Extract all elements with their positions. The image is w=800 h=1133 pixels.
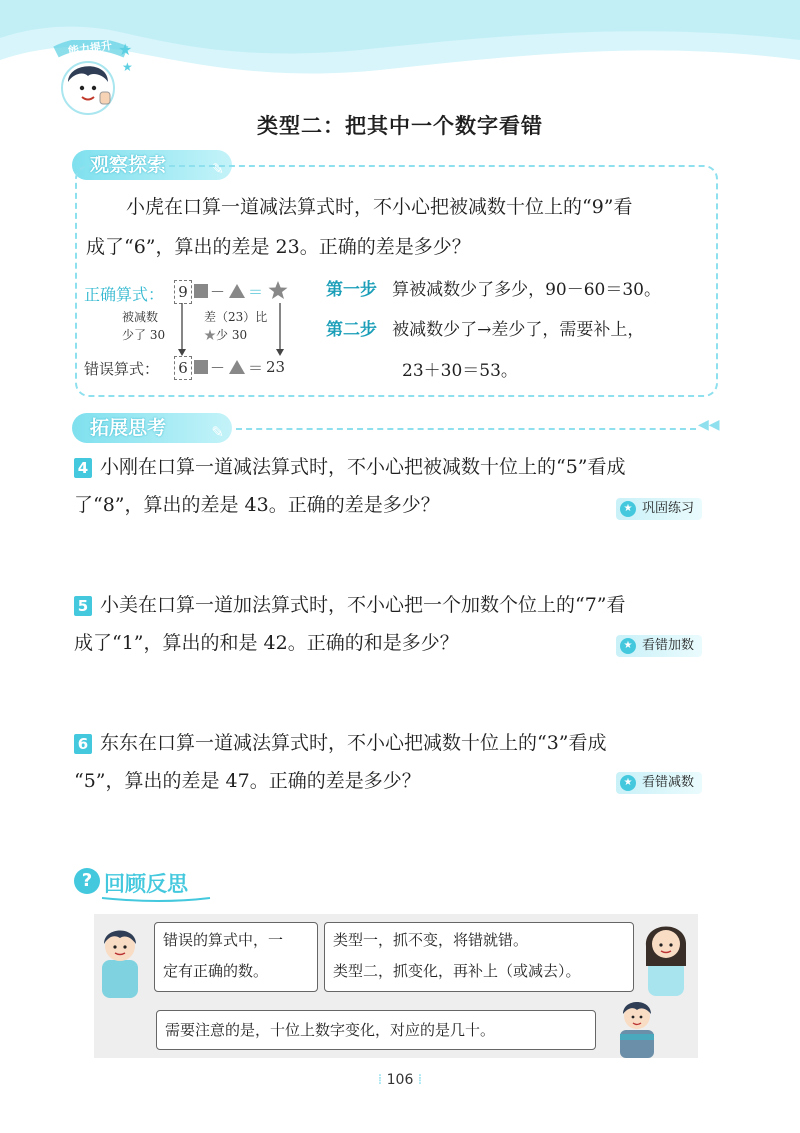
question-4-line1: 小刚在口算一道减法算式时，不小心把被减数十位上的“5”看成 [100,456,626,478]
equals-sign: ＝ [248,359,264,377]
header-badge-text: 能力提升 [67,38,113,58]
review-title: 回顾反思 [104,872,188,896]
extend-tab-label: 拓展思考 [90,417,167,439]
question-number-4: 4 [74,458,92,478]
page-deco-left-icon: ⁞ [377,1072,387,1088]
square-shape [194,360,208,374]
bubble-right-line2: 类型二，抓变化，再补上（或减去）。 [333,962,581,980]
question-6-line2: “5”，算出的差是 47。正确的差是多少？ [74,770,421,792]
page-number-text: 106 [386,1072,414,1088]
star-shape [268,280,288,300]
step1 [326,271,716,309]
equals-sign: ＝ [248,283,264,301]
bubble-left-line1: 错误的算式中，一 [163,931,284,949]
question-4-line2: 了“8”，算出的差是 43。正确的差是多少？ [74,494,440,516]
note-left-line1: 被减数 [122,310,159,324]
note-right-line1: 差（23）比 [204,310,268,324]
star-icon: ★ [118,40,133,59]
question-number-6: 6 [74,734,92,754]
tag-wrong-subtrahend [616,772,702,794]
question-6-tag: 看错减数 [642,775,695,790]
extend-tab [72,413,232,443]
step1-text: 算被减数少了多少，90－60＝30。 [392,280,661,300]
question-mark-icon: ? [74,868,100,894]
minus-sign: － [210,283,226,301]
question-5-tag: 看错加数 [642,638,695,653]
step2-calc: 23＋30＝53。 [402,361,518,381]
note-right-line2: 少 30 [216,328,248,342]
explore-problem-line1: 小虎在口算一道减法算式时，不小心把被减数十位上的“9”看 [126,196,633,218]
star-tag-icon: ★ [620,638,636,654]
step2 [326,311,716,349]
bubble-left-line2: 定有正确的数。 [163,962,269,980]
triangle-shape [228,283,246,299]
bubble-bottom [156,1010,596,1050]
page-title: 类型二：把其中一个数字看错 [257,113,543,138]
step1-label: 第一步 [326,280,377,300]
star-tag-icon: ★ [620,775,636,791]
question-5-line2: 成了“1”，算出的和是 42。正确的和是多少？ [74,632,459,654]
page-number [0,1072,800,1088]
explore-tab-label: 观察探索 [90,154,167,176]
note-left [122,308,180,344]
step2-text: 被减数少了→差少了，需要补上， [392,320,645,340]
correct-digit: 9 [174,280,192,304]
extend-dashed-line [236,428,696,430]
question-number-5: 5 [74,596,92,616]
double-chevron-icon: ◀◀ [698,417,720,433]
wrong-digit: 6 [174,356,192,380]
wrong-result: 23 [266,358,286,376]
question-6-line1: 东东在口算一道减法算式时，不小心把减数十位上的“3”看成 [100,732,607,754]
bubble-right [324,922,634,992]
tag-wrong-addend [616,635,702,657]
question-4-tag: 巩固练习 [642,501,695,516]
wrong-formula-label: 错误算式： [84,360,160,378]
girl-avatar-icon [636,916,696,998]
page-deco-right-icon: ⁞ [413,1072,423,1088]
note-left-line2: 少了 30 [122,328,166,342]
explore-problem-line2: 成了“6”，算出的差是 23。正确的差是多少？ [86,236,471,258]
triangle-shape [228,359,246,375]
question-5-line1: 小美在口算一道加法算式时，不小心把一个加数个位上的“7”看 [100,594,626,616]
tag-consolidate [616,498,702,520]
square-shape [194,284,208,298]
correct-formula-label: 正确算式： [84,285,165,304]
note-right [204,308,284,344]
bubble-bottom-text: 需要注意的是，十位上数字变化，对应的是几十。 [165,1021,496,1039]
star-small-icon: ★ [204,328,217,342]
bubble-right-line1: 类型一，抓不变，将错就错。 [333,931,529,949]
boy-avatar-icon [90,920,150,1000]
pencil-icon: ✎ [211,423,224,441]
pencil-icon: ✎ [211,160,224,178]
boy2-avatar-icon [612,996,662,1058]
diagram [84,278,314,378]
star-tag-icon: ★ [620,501,636,517]
minus-sign: － [210,359,226,377]
bubble-left [154,922,318,992]
star-icon: ★ [122,60,133,74]
underline-swoosh [100,892,220,904]
step2-label: 第二步 [326,320,377,340]
